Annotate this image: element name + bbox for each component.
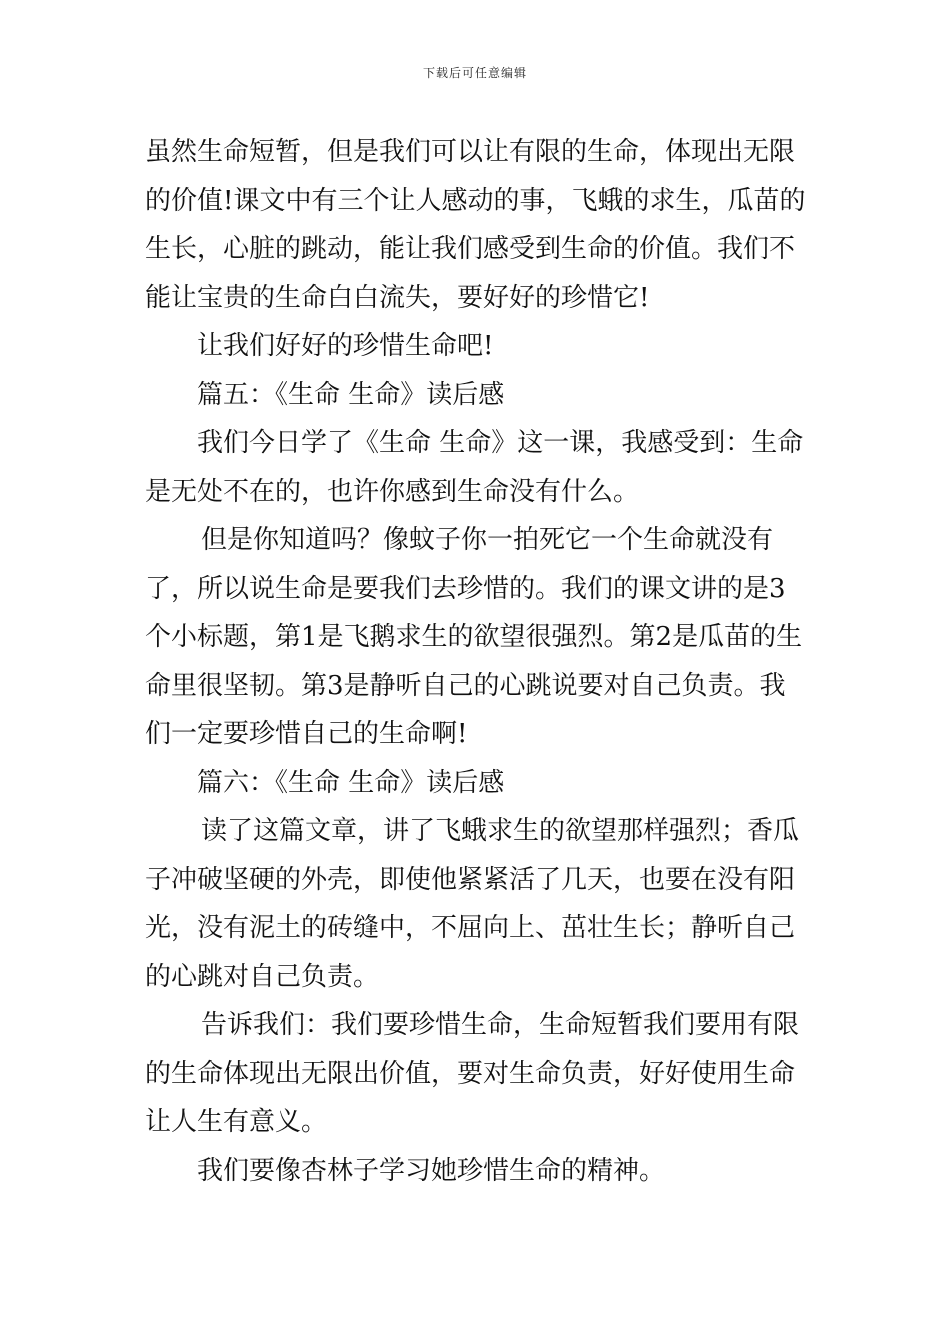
paragraph-after-reading: 读了这篇文章，讲了飞蛾求生的欲望那样强烈；香瓜子冲破坚硬的外壳，即使他紧紧活了几天，也要在没有阳光，没有泥土的砖缝中，不屈向上、茁壮生长；静听自己的心跳对自己负责。 <box>145 816 800 992</box>
paragraph-today-learned: 我们今日学了《生命 生命》这一课，我感受到：生命是无处不在的，也许你感到生命没有什么。 <box>145 428 804 507</box>
paragraph-learn-from-xinglinzi: 我们要像杏林子学习她珍惜生命的精神。 <box>197 1155 666 1186</box>
paragraph-continuation: 虽然生命短暂，但是我们可以让有限的生命，体现出无限的价值!课文中有三个让人感动的事，飞蛾的求生，瓜苗的生长，心脏的跳动，能让我们感受到生命的价值。我们不能让宝贵的生命白白流失，要好好的珍惜它! <box>145 137 806 313</box>
paragraph-mosquito: 但是你知道吗？像蚊子你一拍死它一个生命就没有了，所以说生命是要我们去珍惜的。我们的课文讲的是3个小标题，第1是飞鹅求生的欲望很强烈。第2是瓜苗的生命里很坚韧。第3是静听自己的心跳说要对自己负责。我们一定要珍惜自己的生命啊! <box>145 525 803 749</box>
document-body <box>145 128 810 1195</box>
section-heading-part-six: 篇六：《生命 生命》读后感 <box>197 767 505 798</box>
section-heading-part-five: 篇五：《生命 生命》读后感 <box>197 379 505 410</box>
page-header: 下载后可任意编辑 <box>422 66 527 80</box>
paragraph-cherish-life: 让我们好好的珍惜生命吧! <box>197 331 494 361</box>
paragraph-tells-us: 告诉我们：我们要珍惜生命，生命短暂我们要用有限的生命体现出无限出价值，要对生命负责，好好使用生命让人生有意义。 <box>145 1010 800 1137</box>
